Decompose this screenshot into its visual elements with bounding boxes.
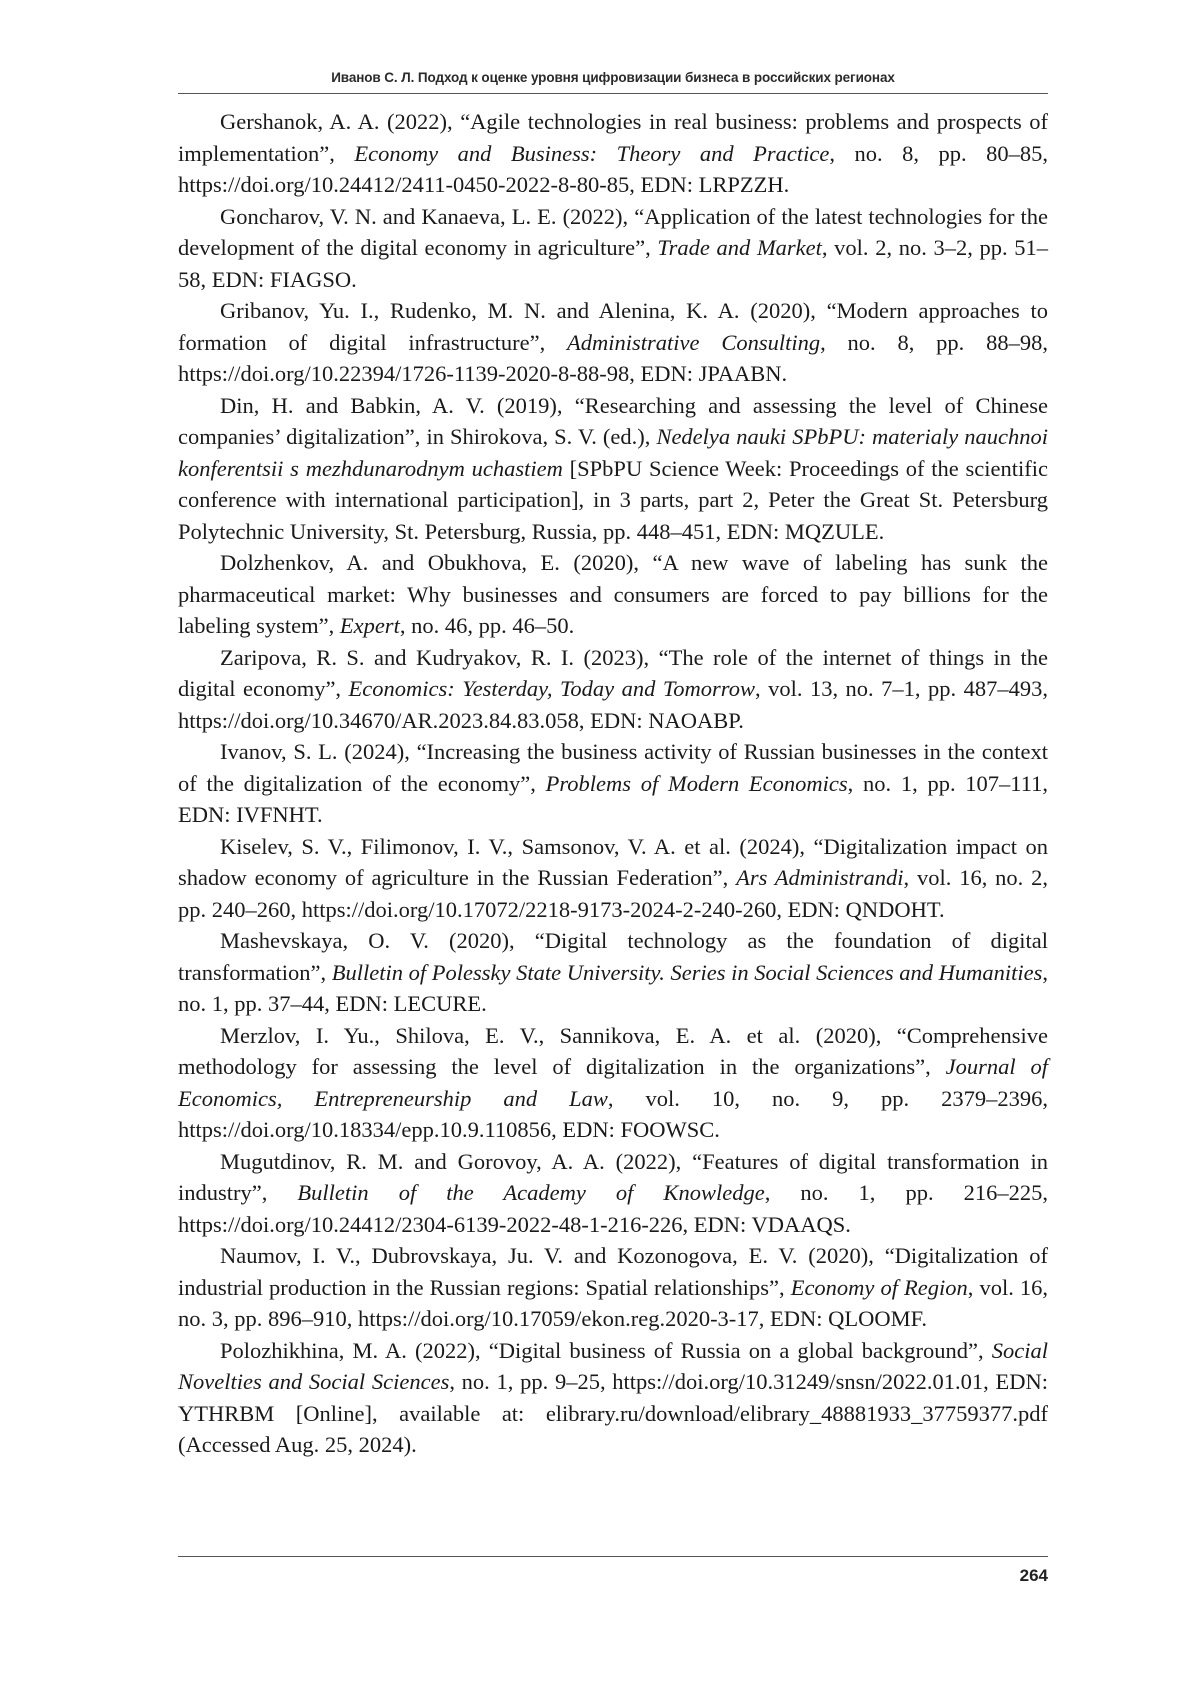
reference-item: Polozhikhina, M. A. (2022), “Digital business of Russia on a global background”, Social Novelties and Social Sciences, no. 1, pp. 9–25, https://doi.org/10.31249/snsn/2022.01.01, EDN: YTHRBM [Online], available at: elibrary.ru/download/elibrary_48881933_37759377.pdf (Accessed Aug. 25, 2024). xyxy=(178,1335,1048,1461)
reference-item: Gribanov, Yu. I., Rudenko, M. N. and Alenina, K. A. (2020), “Modern approaches to formation of digital infrastructure”, Administrative Consulting, no. 8, pp. 88–98, https://doi.org/10.22394/1726-1139-2020-8-88-98, EDN: JPAABN. xyxy=(178,295,1048,390)
footer-rule xyxy=(178,1556,1048,1557)
reference-item: Din, H. and Babkin, A. V. (2019), “Researching and assessing the level of Chinese companies’ digitalization”, in Shirokova, S. V. (ed.), Nedelya nauki SPbPU: materialy nauchnoi konferentsii s mezhdunarodnym uchastiem [SPbPU Science Week: Proceedings of the scientific conference with international participation], in 3 parts, part 2, Peter the Great St. Petersburg Polytechnic University, St. Petersburg, Russia, pp. 448–451, EDN: MQZULE. xyxy=(178,390,1048,548)
reference-list xyxy=(178,106,1048,1461)
reference-item: Dolzhenkov, A. and Obukhova, E. (2020), “A new wave of labeling has sunk the pharmaceutical market: Why businesses and consumers are forced to pay billions for the labeling system”, Expert, no. 46, pp. 46–50. xyxy=(178,547,1048,642)
reference-item: Gershanok, A. A. (2022), “Agile technologies in real business: problems and prospects of implementation”, Economy and Business: Theory and Practice, no. 8, pp. 80–85, https://doi.org/10.24412/2411-0450-2022-8-80-85, EDN: LRPZZH. xyxy=(178,106,1048,201)
header-rule xyxy=(178,93,1048,94)
reference-item: Merzlov, I. Yu., Shilova, E. V., Sannikova, E. A. et al. (2020), “Comprehensive methodology for assessing the level of digitalization in the organizations”, Journal of Economics, Entrepreneurship and Law, vol. 10, no. 9, pp. 2379–2396, https://doi.org/10.18334/epp.10.9.110856, EDN: FOOWSC. xyxy=(178,1020,1048,1146)
reference-item: Ivanov, S. L. (2024), “Increasing the business activity of Russian businesses in the context of the digitalization of the economy”, Problems of Modern Economics, no. 1, pp. 107–111, EDN: IVFNHT. xyxy=(178,736,1048,831)
journal-page xyxy=(0,0,1200,1694)
reference-item: Goncharov, V. N. and Kanaeva, L. E. (2022), “Application of the latest technologies for the development of the digital economy in agriculture”, Trade and Market, vol. 2, no. 3–2, pp. 51–58, EDN: FIAGSO. xyxy=(178,201,1048,296)
page-number: 264 xyxy=(1020,1566,1048,1586)
reference-item: Kiselev, S. V., Filimonov, I. V., Samsonov, V. A. et al. (2024), “Digitalization impact on shadow economy of agriculture in the Russian Federation”, Ars Administrandi, vol. 16, no. 2, pp. 240–260, https://doi.org/10.17072/2218-9173-2024-2-240-260, EDN: QNDOHT. xyxy=(178,831,1048,926)
reference-item: Mashevskaya, O. V. (2020), “Digital technology as the foundation of digital transformation”, Bulletin of Polessky State University. Series in Social Sciences and Humanities, no. 1, pp. 37–44, EDN: LECURE. xyxy=(178,925,1048,1020)
running-head: Иванов С. Л. Подход к оценке уровня цифровизации бизнеса в российских регионах xyxy=(178,70,1048,85)
reference-item: Mugutdinov, R. M. and Gorovoy, A. A. (2022), “Features of digital transformation in industry”, Bulletin of the Academy of Knowledge, no. 1, pp. 216–225, https://doi.org/10.24412/2304-6139-2022-48-1-216-226, EDN: VDAAQS. xyxy=(178,1146,1048,1241)
reference-item: Zaripova, R. S. and Kudryakov, R. I. (2023), “The role of the internet of things in the digital economy”, Economics: Yesterday, Today and Tomorrow, vol. 13, no. 7–1, pp. 487–493, https://doi.org/10.34670/AR.2023.84.83.058, EDN: NAOABP. xyxy=(178,642,1048,737)
reference-item: Naumov, I. V., Dubrovskaya, Ju. V. and Kozonogova, E. V. (2020), “Digitalization of industrial production in the Russian regions: Spatial relationships”, Economy of Region, vol. 16, no. 3, pp. 896–910, https://doi.org/10.17059/ekon.reg.2020-3-17, EDN: QLOOMF. xyxy=(178,1240,1048,1335)
